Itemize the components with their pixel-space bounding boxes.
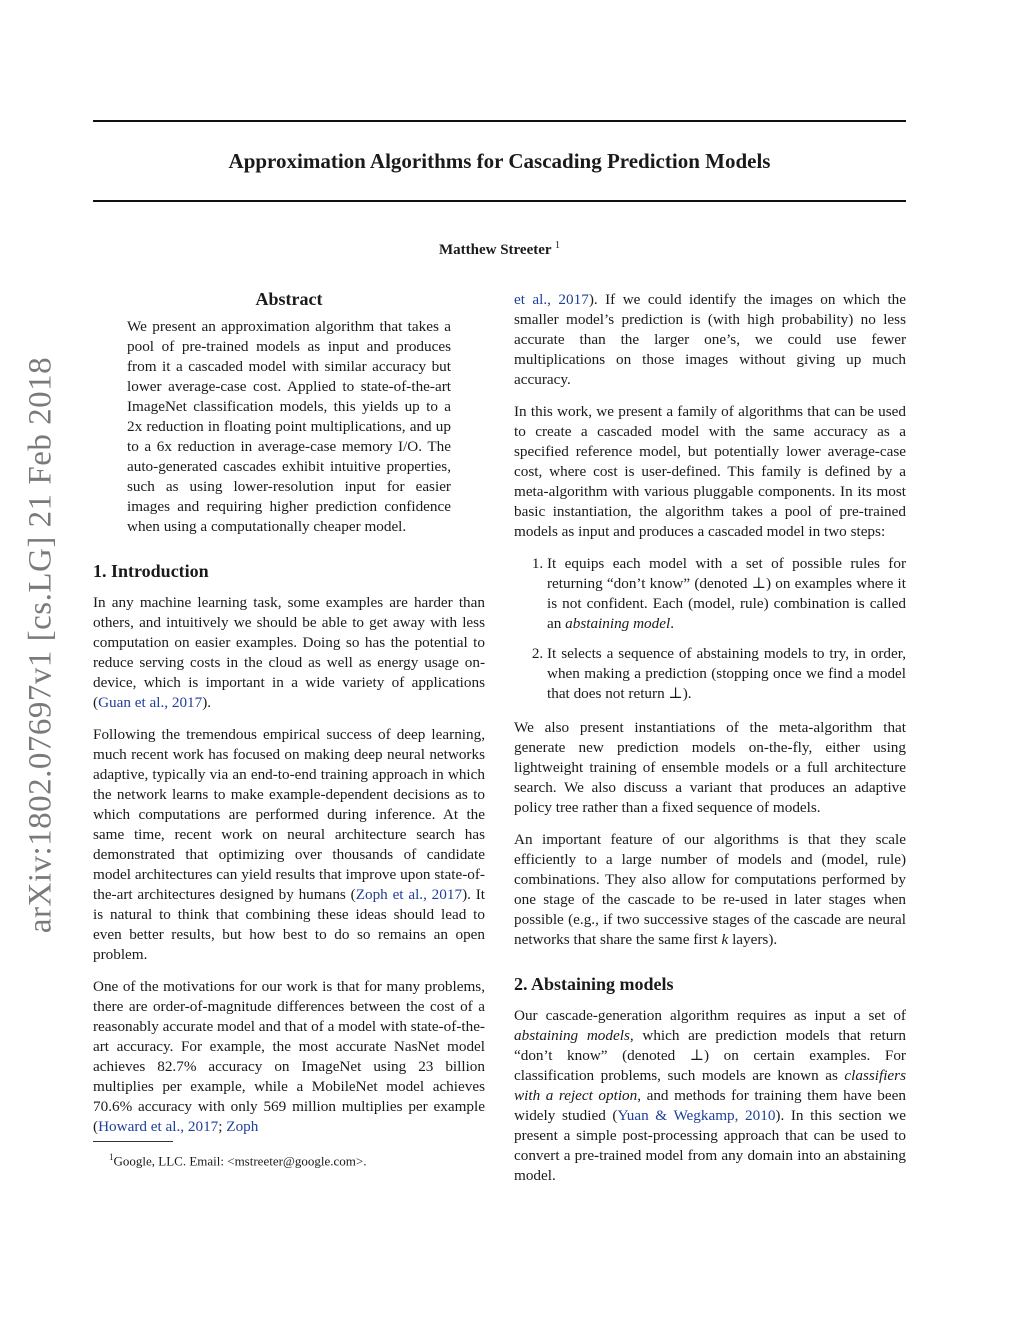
- right-paragraph-4: Our cascade-generation algorithm requires as input a set of abstaining models, which are prediction models that return “don’t know” (denoted ⊥) on certain examples. For classification problems, such models are known as classifiers with a reject option, and methods for training them have been widely studied (Yuan & Wegkamp, 2010). In this section we present a simple post-processing approach that can be used to convert a pre-trained model from any domain into an abstaining model.: [514, 1007, 907, 1184]
- title-top-rule: [93, 120, 906, 122]
- citation-link[interactable]: et al., 2017: [514, 291, 589, 308]
- paper-title: Approximation Algorithms for Cascading Prediction Models: [228, 149, 771, 173]
- citation-link[interactable]: Guan et al., 2017: [98, 694, 203, 711]
- right-column: [514, 290, 906, 1198]
- citation-link[interactable]: Yuan & Wegkamp, 2010: [617, 1107, 776, 1124]
- arxiv-identifier: arXiv:1802.07697v1 [cs.LG] 21 Feb 2018: [22, 356, 59, 934]
- intro-paragraph-2: Following the tremendous empirical success of deep learning, much recent work has focused on making deep neural networks adaptive, typically via an end-to-end training approach in which the network learns to make example-dependent decisions as to which computations are performed during inference. At the same time, recent work on neural architecture search has demonstrated that optimizing over thousands of candidate model architectures can yield results that improve upon state-of-the-art architectures designed by humans (Zoph et al., 2017). It is natural to think that combining these ideas should lead to even better results, but how best to do so remains an open problem.: [93, 726, 485, 963]
- right-paragraph-0: et al., 2017). If we could identify the images on which the smaller model’s prediction is (with high probability) no less accurate than the larger one’s, we could use fewer multiplications on those images without giving up much accuracy.: [514, 291, 907, 388]
- algorithm-steps-list: [514, 554, 906, 704]
- title-bottom-rule: [93, 200, 906, 202]
- citation-link[interactable]: Zoph et al., 2017: [355, 886, 463, 903]
- left-column: [93, 287, 485, 1170]
- citation-link[interactable]: Zoph: [226, 1118, 259, 1135]
- right-paragraph-2: We also present instantiations of the meta-algorithm that generate new prediction models on-the-fly, either using lightweight training of ensemble models or a full architecture search. We also discuss a variant that produces an adaptive policy tree rather than a fixed sequence of models.: [514, 719, 906, 816]
- abstract-heading: Abstract: [255, 289, 323, 309]
- author-name: Matthew Streeter: [438, 242, 552, 258]
- list-item: 1. It equips each model with a set of possible rules for returning “don’t know” (denoted ⊥) on examples where it is not confident. Each (model, rule) combination is called an abstaining model.: [547, 554, 906, 634]
- list-item: 2. It selects a sequence of abstaining models to try, in order, when making a prediction (stopping once we find a model that does not return ⊥).: [547, 644, 906, 704]
- section-heading-abstaining-models: 2. Abstaining models: [514, 974, 674, 994]
- section-heading-introduction: 1. Introduction: [93, 561, 209, 581]
- abstract-body: We present an approximation algorithm that takes a pool of pre-trained models as input and produces from it a cascaded model with similar accuracy but lower average-case cost. Applied to state-of-the-art ImageNet classification models, this yields up to a 2x reduction in floating point multiplications, and up to a 6x reduction in average-case memory I/O. The auto-generated cascades exhibit intuitive properties, such as using lower-resolution input for easier images and requiring higher prediction confidence when using a computationally cheaper model.: [127, 318, 451, 535]
- right-paragraph-1: In this work, we present a family of algorithms that can be used to create a cascaded model with the same accuracy as a specified reference model, but potentially lower average-case cost, where cost is user-defined. This family is defined by a meta-algorithm with various pluggable components. In its most basic instantiation, the algorithm takes a pool of pre-trained models as input and produces a cascaded model in two steps:: [514, 403, 906, 540]
- author-line: [93, 236, 906, 260]
- intro-paragraph-3: One of the motivations for our work is that for many problems, there are order-of-magnitude differences between the cost of a reasonably accurate model and that of a model with state-of-the-art accuracy. For example, the most accurate NasNet model achieves 82.7% accuracy on ImageNet using 23 billion multiplies per example, while a MobileNet model achieves 70.6% accuracy with only 569 million multiplies per example (Howard et al., 2017; Zoph: [93, 978, 485, 1135]
- intro-paragraph-1: In any machine learning task, some examples are harder than others, and intuitively we should be able to get away with less computation on easier examples. Doing so has the potential to reduce serving costs in the cloud as well as energy usage on-device, which is important in a wide variety of applications (Guan et al., 2017).: [93, 594, 485, 711]
- footnote-divider: [93, 1141, 173, 1142]
- author-footnote-mark: 1: [555, 240, 561, 251]
- citation-link[interactable]: Howard et al., 2017: [98, 1118, 219, 1135]
- footnote: $^1$Google, LLC. Email: <mstreeter@google.com>.: [109, 1152, 367, 1169]
- right-paragraph-3: An important feature of our algorithms is that they scale efficiently to a large number of models and (model, rule) combinations. They also allow for computations performed by one stage of the cascade to be re-used in later stages when possible (e.g., if two successive stages of the cascade are neural networks that share the same first k layers).: [514, 831, 906, 948]
- arxiv-sidebar-stamp: [12, 345, 70, 945]
